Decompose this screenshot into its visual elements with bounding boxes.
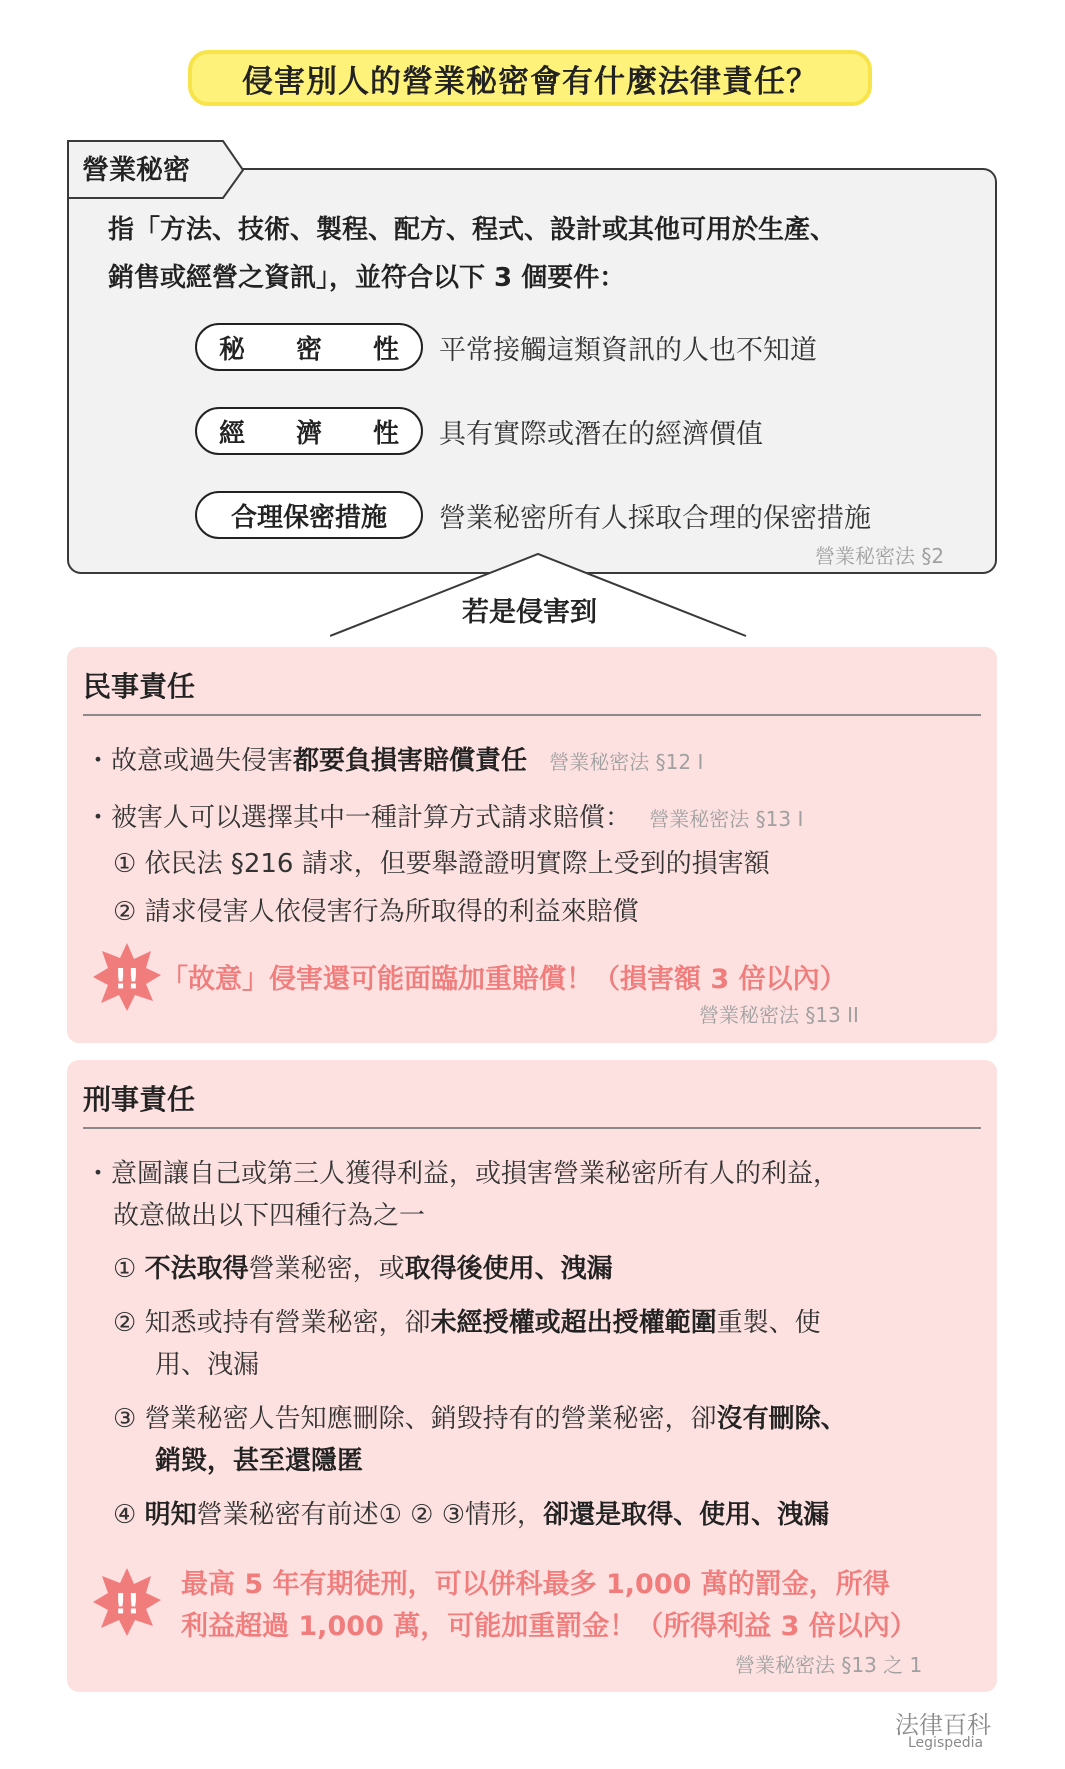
civil-option-1: ① 依民法 §216 請求，但要舉證證明實際上受到的損害額 [113,849,770,879]
criminal-warning-2: 利益超過 1,000 萬，可能加重罰金！（所得利益 3 倍以內） [181,1611,917,1642]
definition-text [108,206,988,302]
requirement-desc-economic: 具有實際或潛在的經濟價值 [439,418,763,450]
requirement-desc-confidentiality: 營業秘密所有人採取合理的保密措施 [439,502,871,534]
logo-subtitle: Legispedia [908,1735,984,1751]
requirement-secrecy [195,323,817,371]
criminal-act-2: ② 知悉或持有營業秘密，卻未經授權或超出授權範圍重製、使 [113,1308,821,1338]
requirement-confidentiality [195,491,871,539]
civil-item-1: ・故意或過失侵害都要負損害賠償責任 營業秘密法 §12 I [85,746,704,776]
civil-divider [83,714,981,716]
page-title-text: 侵害別人的營業秘密會有什麼法律責任？ [242,63,818,100]
definition-line-2: 銷售或經營之資訊」，並符合以下 3 個要件： [108,263,626,293]
requirement-desc-secrecy: 平常接觸這類資訊的人也不知道 [439,334,817,366]
civil-liability-panel [67,647,997,1043]
definition-citation: 營業秘密法 §2 [815,544,945,568]
criminal-act-4: ④ 明知營業秘密有前述① ② ③情形，卻還是取得、使用、洩漏 [113,1500,830,1530]
criminal-warning-citation: 營業秘密法 §13 之 1 [735,1653,923,1677]
criminal-act-3: ③ 營業秘密人告知應刪除、銷毀持有的營業秘密，卻沒有刪除、 [113,1404,847,1434]
civil-warning: 「故意」侵害還可能面臨加重賠償！（損害額 3 倍以內） [161,964,847,995]
warning-burst-icon [93,1568,161,1636]
criminal-act-3-cont: 銷毀，甚至還隱匿 [155,1446,364,1476]
svg-text:!!: !! [114,962,140,995]
civil-title: 民事責任 [83,670,196,703]
criminal-intro-2: 故意做出以下四種行為之一 [113,1201,426,1231]
requirement-pill-economic: 經 濟 性 [195,407,423,455]
civil-warning-citation: 營業秘密法 §13 II [699,1003,859,1027]
logo-name: 法律百科 [895,1711,991,1739]
definition-line-1: 指「方法、技術、製程、配方、程式、設計或其他可用於生產、 [108,215,837,245]
civil-item-2: ・被害人可以選擇其中一種計算方式請求賠償： 營業秘密法 §13 I [85,803,804,833]
civil-option-2: ② 請求侵害人依侵害行為所取得的利益來賠償 [113,897,639,927]
requirement-pill-confidentiality: 合理保密措施 [195,491,423,539]
criminal-liability-panel [67,1060,997,1692]
transition-label: 若是侵害到 [462,597,597,628]
page-title [188,50,872,106]
svg-text:!!: !! [114,1587,140,1620]
civil-item-1-citation: 營業秘密法 §12 I [549,750,704,774]
warning-burst-icon [93,943,161,1011]
requirement-pill-secrecy: 秘 密 性 [195,323,423,371]
criminal-title: 刑事責任 [83,1083,196,1116]
definition-tag: 營業秘密 [82,155,190,186]
criminal-divider [83,1127,981,1129]
criminal-warning-1: 最高 5 年有期徒刑，可以併科最多 1,000 萬的罰金，所得 [181,1569,890,1600]
civil-item-2-citation: 營業秘密法 §13 I [649,807,804,831]
requirement-economic [195,407,763,455]
criminal-act-1: ① 不法取得營業秘密，或取得後使用、洩漏 [113,1254,613,1284]
criminal-act-2-cont: 用、洩漏 [155,1350,260,1380]
criminal-intro-1: ・意圖讓自己或第三人獲得利益，或損害營業秘密所有人的利益， [85,1159,840,1189]
